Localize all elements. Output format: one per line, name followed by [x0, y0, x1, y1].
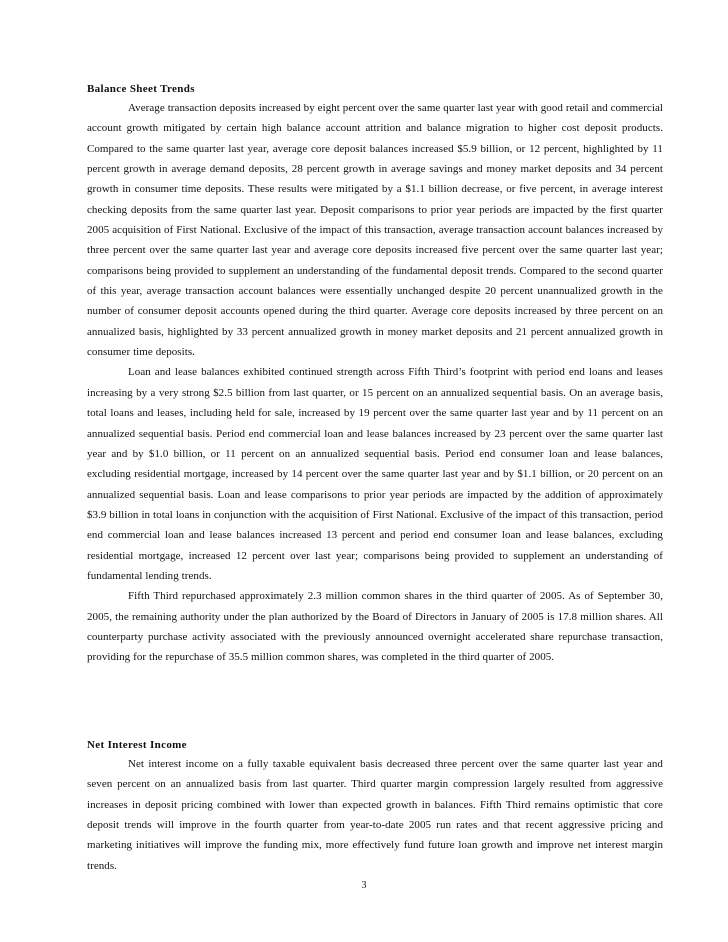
section-heading: Balance Sheet Trends: [87, 83, 195, 95]
section-heading: Net Interest Income: [87, 739, 187, 751]
balance-sheet-trends-section: [87, 83, 663, 668]
paragraph: Net interest income on a fully taxable equivalent basis decreased three percent over the same quarter last year and seven percent on an annualized basis from last quarter. Third quarter margin compression largely resulted from aggressive increases in deposit pricing combined with lower than expected growth in balances. Fifth Third remains optimistic that core deposit trends will improve in the fourth quarter from year-to-date 2005 run rates and that recent aggressive pricing and marketing initiatives will improve the funding mix, more effectively fund future loan growth and improve net interest margin trends.: [87, 758, 663, 872]
net-interest-income-section: [87, 739, 663, 876]
paragraph: Loan and lease balances exhibited continued strength across Fifth Third’s footprint with period end loans and leases increasing by a very strong $2.5 billion from last quarter, or 15 percent on an annualized sequential basis. On an average basis, total loans and leases, including held for sale, increased by 19 percent over the same quarter last year and by 11 percent on an annualized sequential basis. Period end commercial loan and lease balances increased by 23 percent over the same quarter last year and by $1.0 billion, or 11 percent on an annualized sequential basis. Period end consumer loan and lease balances, excluding residential mortgage, increased by 14 percent over the same quarter last year and by $1.1 billion, or 20 percent on an annualized sequential basis. Loan and lease comparisons to prior year periods are impacted by the addition of approximately $3.9 billion in total loans in conjunction with the acquisition of First National. Exclusive of the impact of this transaction, period end commercial loan and lease balances increased 13 percent and period end consumer loan and lease balances, excluding residential mortgage, increased 12 percent over last year; comparisons being provided to supplement an understanding of fundamental lending trends.: [87, 366, 663, 582]
paragraph: Fifth Third repurchased approximately 2.3 million common shares in the third quarter of 2005. As of September 30, 2005, the remaining authority under the plan authorized by the Board of Directors in January of 2005 is 17.8 million shares. All counterparty purchase activity associated with the previously announced overnight accelerated share repurchase transaction, providing for the repurchase of 35.5 million common shares, was completed in the third quarter of 2005.: [87, 590, 663, 664]
page-number: 3: [361, 880, 367, 891]
paragraph: Average transaction deposits increased by eight percent over the same quarter last year with good retail and commercial account growth mitigated by certain high balance account attrition and balance migration to higher cost deposit products. Compared to the same quarter last year, average core deposit balances increased $5.9 billion, or 12 percent, highlighted by 11 percent growth in average demand deposits, 28 percent growth in average savings and money market deposits and 34 percent growth in consumer time deposits. These results were mitigated by a $1.1 billion decrease, or five percent, in average interest checking deposits from the same quarter last year. Deposit comparisons to prior year periods are impacted by the first quarter 2005 acquisition of First National. Exclusive of the impact of this transaction, average transaction account balances increased by three percent over the same quarter last year and average core deposits increased five percent over the same quarter last year; comparisons being provided to supplement an understanding of the fundamental deposit trends. Compared to the second quarter of this year, average transaction account balances were essentially unchanged despite 20 percent unannualized growth in the number of consumer deposit accounts opened during the third quarter. Average core deposits increased by three percent on an annualized basis, highlighted by 33 percent annualized growth in money market deposits and 21 percent annualized growth in consumer time deposits.: [87, 102, 663, 359]
